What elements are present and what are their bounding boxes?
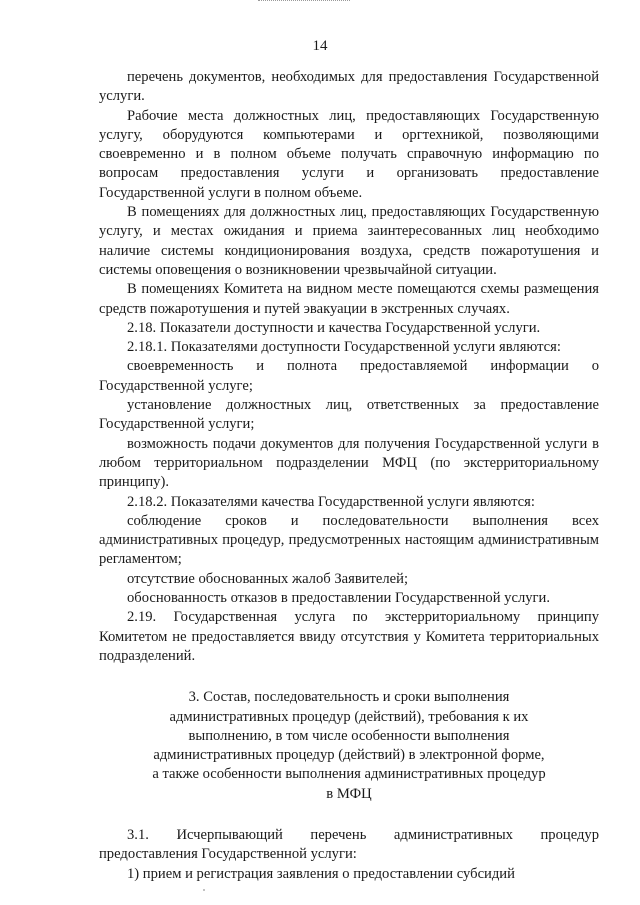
- paragraph: 1) прием и регистрация заявления о предоставлении субсидий: [127, 865, 515, 882]
- paragraph: перечень документов, необходимых для предоставления Государственной услуги.: [99, 69, 599, 105]
- paragraph: отсутствие обоснованных жалоб Заявителей;: [127, 570, 409, 587]
- paragraph: установление должностных лиц, ответственных за предоставление Государственной услуги;: [99, 397, 599, 433]
- page-number: 14: [312, 38, 328, 54]
- paragraph: обоснованность отказов в предоставлении Государственной услуги.: [127, 590, 550, 607]
- section-heading-line: а также особенности выполнения административных процедур: [152, 766, 546, 783]
- paragraph: возможность подачи документов для получения Государственной услуги в любом территориальном подразделении МФЦ (по экстерриториальному принципу).: [99, 435, 599, 491]
- section-heading-line: 3. Состав, последовательность и сроки выполнения: [188, 689, 510, 706]
- paragraph: соблюдение сроков и последовательности выполнения всех административных процедур, предусмотренных настоящим административным регламентом;: [99, 512, 599, 568]
- section-heading-line: в МФЦ: [326, 785, 372, 802]
- paragraph: 2.18.2. Показателями качества Государственной услуги являются:: [127, 493, 535, 510]
- section-heading-line: административных процедур (действий), требования к их: [169, 708, 529, 725]
- document-body: [99, 68, 599, 884]
- paragraph: 3.1. Исчерпывающий перечень административных процедур предоставления Государственной услуги:: [99, 826, 599, 863]
- paragraph: 2.19. Государственная услуга по экстерриториальному принципу Комитетом не предоставляется ввиду отсутствия у Комитета территориальных подразделений.: [99, 609, 599, 664]
- section-heading: [99, 688, 599, 804]
- spacer: [99, 804, 599, 826]
- section-heading-line: административных процедур (действий) в электронной форме,: [153, 747, 545, 764]
- section-heading-line: выполнению, в том числе особенности выполнения: [188, 727, 510, 744]
- paragraph: 2.18.1. Показателями доступности Государственной услуги являются:: [127, 339, 561, 356]
- paragraph: 2.18. Показатели доступности и качества Государственной услуги.: [127, 319, 541, 336]
- paragraph: В помещениях для должностных лиц, предоставляющих Государственную услугу, и местах ожидания и приема заинтересованных лиц необходимо наличие системы кондиционирования воздуха, средств пожаротушения и системы оповещения о возникновении чрезвычайной ситуации.: [99, 204, 599, 278]
- paragraph: своевременность и полнота предоставляемой информации о Государственной услуге;: [99, 358, 599, 394]
- paragraph: В помещениях Комитета на видном месте помещаются схемы размещения средств пожаротушения и путей эвакуации в экстренных случаях.: [99, 281, 599, 317]
- paragraph: Рабочие места должностных лиц, предоставляющих Государственную услугу, оборудуются компьютерами и оргтехникой, позволяющими своевременно и в полном объеме получать справочную информацию по вопросам предоставления услуги и организовать предоставление Государственной услуги в полном объеме.: [99, 107, 599, 201]
- scan-speck: [203, 889, 205, 891]
- top-edge-marks: [258, 0, 350, 5]
